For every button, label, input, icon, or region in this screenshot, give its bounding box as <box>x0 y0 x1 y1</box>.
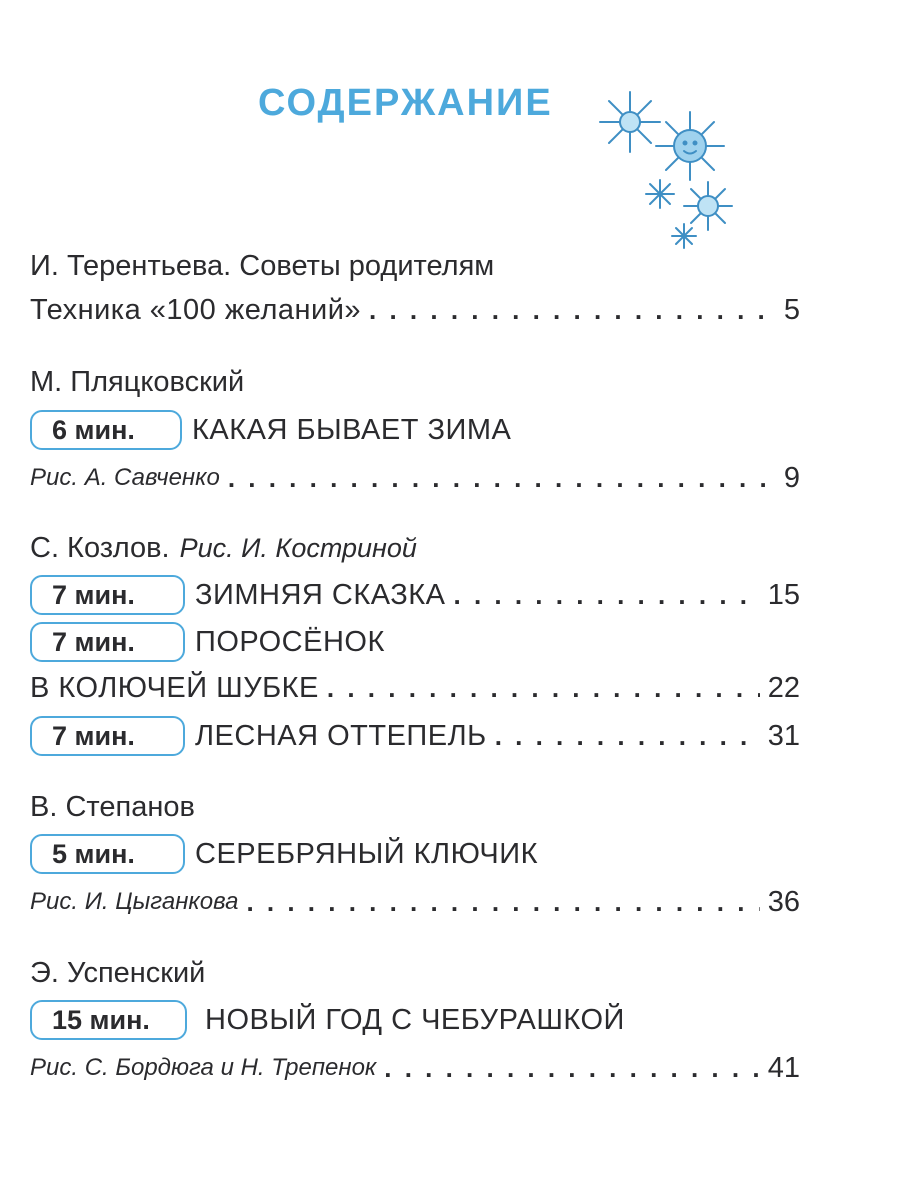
toc-entry[interactable] <box>30 834 800 874</box>
page-number: 22 <box>767 671 800 704</box>
reading-time-badge: 7 мин. <box>30 716 185 756</box>
author-name: И. Терентьева. Советы родителям <box>30 249 495 282</box>
reading-time-badge: 15 мин. <box>30 1000 187 1040</box>
dot-leader <box>369 308 776 330</box>
story-title: ЛЕСНАЯ ОТТЕПЕЛЬ <box>195 719 487 752</box>
toc-entry[interactable] <box>30 622 800 662</box>
entry-author <box>30 787 800 827</box>
reading-time-badge: 5 мин. <box>30 834 185 874</box>
reading-time-badge: 6 мин. <box>30 410 182 450</box>
toc-entry[interactable] <box>30 575 800 615</box>
toc-entry[interactable] <box>30 1000 800 1040</box>
author-name: М. Пляцковский <box>30 365 245 398</box>
page-number: 41 <box>767 1051 800 1084</box>
story-title: КАКАЯ БЫВАЕТ ЗИМА <box>192 413 512 446</box>
toc-entry-illustrator[interactable] <box>30 1048 800 1088</box>
story-title: ЗИМНЯЯ СКАЗКА <box>195 578 446 611</box>
story-title: ПОРОСЁНОК <box>195 625 385 658</box>
story-title: СЕРЕБРЯНЫЙ КЛЮЧИК <box>195 837 538 870</box>
illustrator-credit: Рис. С. Бордюга и Н. Трепенок <box>30 1054 377 1081</box>
entry-author <box>30 528 800 568</box>
page-number: 15 <box>767 578 800 611</box>
entry-author <box>30 246 800 286</box>
entry-author <box>30 953 800 993</box>
toc-entry-illustrator[interactable] <box>30 458 800 498</box>
illustrator-credit: Рис. И. Цыганкова <box>30 888 239 915</box>
entry-author <box>30 362 800 402</box>
author-name: В. Степанов <box>30 790 195 823</box>
toc-entry-continued[interactable] <box>30 668 800 708</box>
reading-time-badge: 7 мин. <box>30 575 185 615</box>
dot-leader <box>246 900 759 922</box>
illustrator-credit: Рис. И. Костриной <box>179 532 417 563</box>
toc-entry[interactable] <box>30 290 800 330</box>
illustrator-credit: Рис. А. Савченко <box>30 464 220 491</box>
story-title: В КОЛЮЧЕЙ ШУБКЕ <box>30 671 319 704</box>
dot-leader <box>454 593 760 615</box>
toc-entry-illustrator[interactable] <box>30 882 800 922</box>
page-title: СОДЕРЖАНИЕ <box>258 82 553 124</box>
snowflakes-icon <box>588 84 738 254</box>
page-number: 9 <box>783 461 800 494</box>
page-number: 31 <box>767 719 800 752</box>
dot-leader <box>228 476 776 498</box>
dot-leader <box>495 734 760 756</box>
dot-leader <box>327 686 760 708</box>
reading-time-badge: 7 мин. <box>30 622 185 662</box>
page-number: 5 <box>783 293 800 326</box>
story-title: Техника «100 желаний» <box>30 293 362 326</box>
author-name: Э. Успенский <box>30 956 206 989</box>
toc-entry[interactable] <box>30 410 800 450</box>
dot-leader <box>384 1066 759 1088</box>
story-title: НОВЫЙ ГОД С ЧЕБУРАШКОЙ <box>205 1003 625 1036</box>
page-number: 36 <box>767 885 800 918</box>
toc-entry[interactable] <box>30 716 800 756</box>
author-name: С. Козлов. <box>30 531 170 564</box>
